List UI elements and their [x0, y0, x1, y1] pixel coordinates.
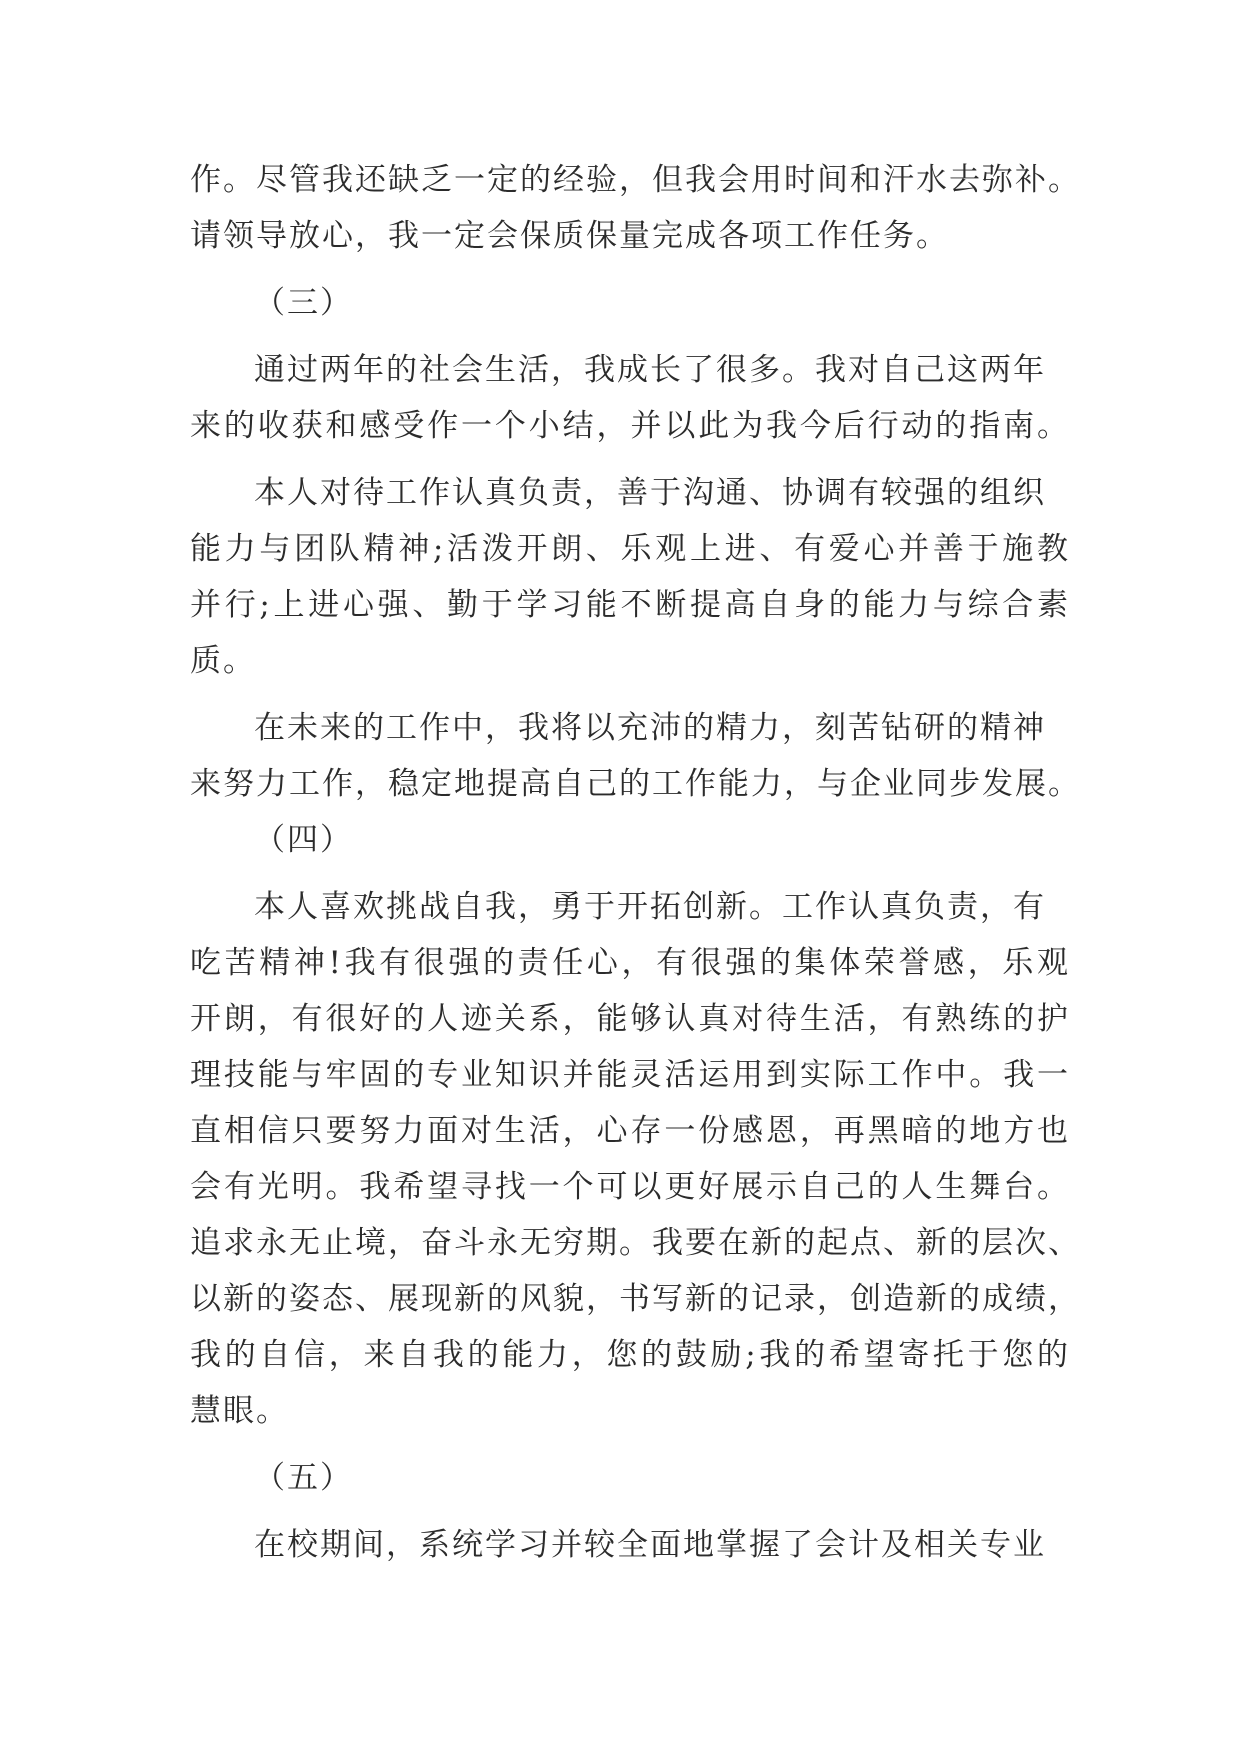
paragraph-line: 作。尽管我还缺乏一定的经验，但我会用时间和汗水去弥补。 — [190, 162, 1081, 198]
section-heading: （三） — [254, 285, 353, 321]
paragraph-line: 我的自信，来自我的能力，您的鼓励;我的希望寄托于您的 — [190, 1337, 1070, 1373]
paragraph-line: 在校期间，系统学习并较全面地掌握了会计及相关专业 — [254, 1527, 1046, 1563]
paragraph-line: 会有光明。我希望寻找一个可以更好展示自己的人生舞台。 — [190, 1169, 1070, 1205]
paragraph-line: 直相信只要努力面对生活，心存一份感恩，再黑暗的地方也 — [190, 1113, 1070, 1149]
paragraph-line: 本人喜欢挑战自我，勇于开拓创新。工作认真负责，有 — [254, 889, 1046, 925]
section-heading: （四） — [254, 822, 353, 858]
paragraph-line: 通过两年的社会生活，我成长了很多。我对自己这两年 — [254, 352, 1046, 388]
paragraph-line: 能力与团队精神;活泼开朗、乐观上进、有爱心并善于施教 — [190, 531, 1070, 567]
paragraph-line: 来的收获和感受作一个小结，并以此为我今后行动的指南。 — [190, 408, 1070, 444]
paragraph-line: 请领导放心，我一定会保质保量完成各项工作任务。 — [190, 218, 949, 254]
paragraph-line: 理技能与牢固的专业知识并能灵活运用到实际工作中。我一 — [190, 1057, 1070, 1093]
paragraph-line: 本人对待工作认真负责，善于沟通、协调有较强的组织 — [254, 475, 1046, 511]
paragraph-line: 以新的姿态、展现新的风貌，书写新的记录，创造新的成绩， — [190, 1281, 1081, 1317]
paragraph-line: 追求永无止境，奋斗永无穷期。我要在新的起点、新的层次、 — [190, 1225, 1081, 1261]
paragraph-line: 并行;上进心强、勤于学习能不断提高自身的能力与综合素 — [190, 587, 1070, 623]
paragraph-line: 质。 — [190, 643, 256, 679]
paragraph-line: 慧眼。 — [190, 1393, 289, 1429]
document-body — [190, 152, 1081, 1573]
paragraph-line: 来努力工作，稳定地提高自己的工作能力，与企业同步发展。 — [190, 766, 1081, 802]
section-heading: （五） — [254, 1460, 353, 1496]
paragraph-line: 开朗，有很好的人迹关系，能够认真对待生活，有熟练的护 — [190, 1001, 1070, 1037]
paragraph-line: 在未来的工作中，我将以充沛的精力，刻苦钻研的精神 — [254, 710, 1046, 746]
paragraph-line: 吃苦精神!我有很强的责任心，有很强的集体荣誉感，乐观 — [190, 945, 1070, 981]
